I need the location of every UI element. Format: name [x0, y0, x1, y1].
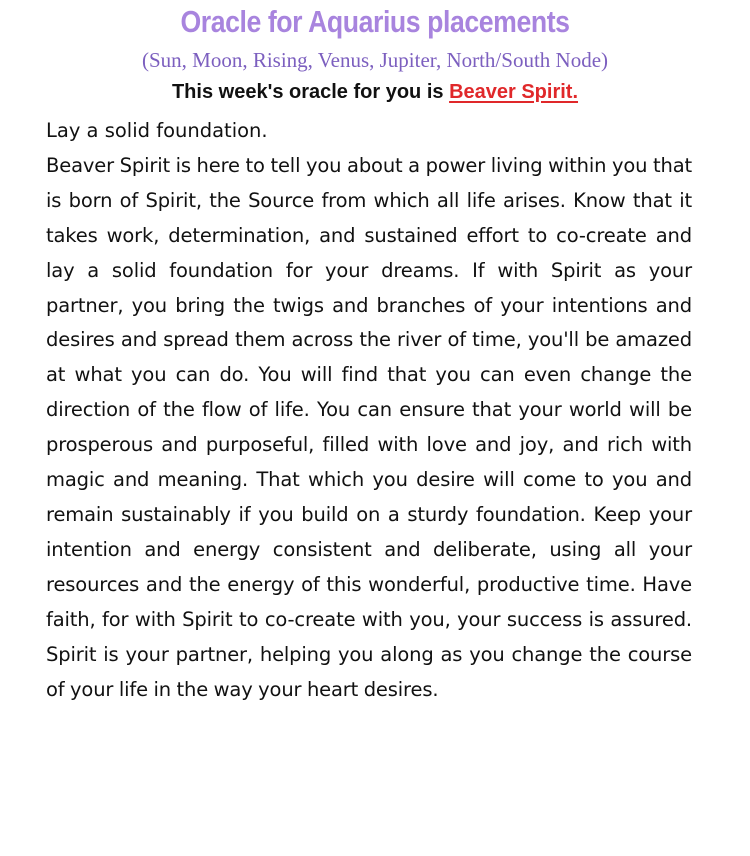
oracle-name: Beaver Spirit.	[449, 81, 579, 103]
weekly-oracle-line	[0, 81, 750, 104]
oracle-paragraph: Beaver Spirit is here to tell you about a power living within you that is born of Spirit, the Source from which all life arises. Know that it takes work, determination, and sustained effort to co-create and lay a solid foundation for your dreams. If with Spirit as your partner, you bring the twigs and branches of your intentions and desires and spread them across the river of time, you'll be amazed at what you can do. You will find that you can even change the direction of the flow of life. You can ensure that your world will be prosperous and purposeful, filled with love and joy, and rich with magic and meaning. That which you desire will come to you and remain sustainably if you build on a sturdy foundation. Keep your intention and energy consistent and deliberate, using all your resources and the energy of this wonderful, productive time. Have faith, for with Spirit to co-create with you, your success is assured. Spirit is your partner, helping you along as you change the course of your life in the way your heart desires.	[46, 153, 692, 701]
oracle-lead: Lay a solid foundation.	[46, 119, 268, 142]
page-title: Oracle for Aquarius placements	[180, 4, 570, 39]
placements-subtitle: (Sun, Moon, Rising, Venus, Jupiter, North/South Node)	[141, 48, 609, 72]
oracle-prefix: This week's oracle for you is	[171, 81, 450, 103]
oracle-message	[46, 114, 692, 707]
